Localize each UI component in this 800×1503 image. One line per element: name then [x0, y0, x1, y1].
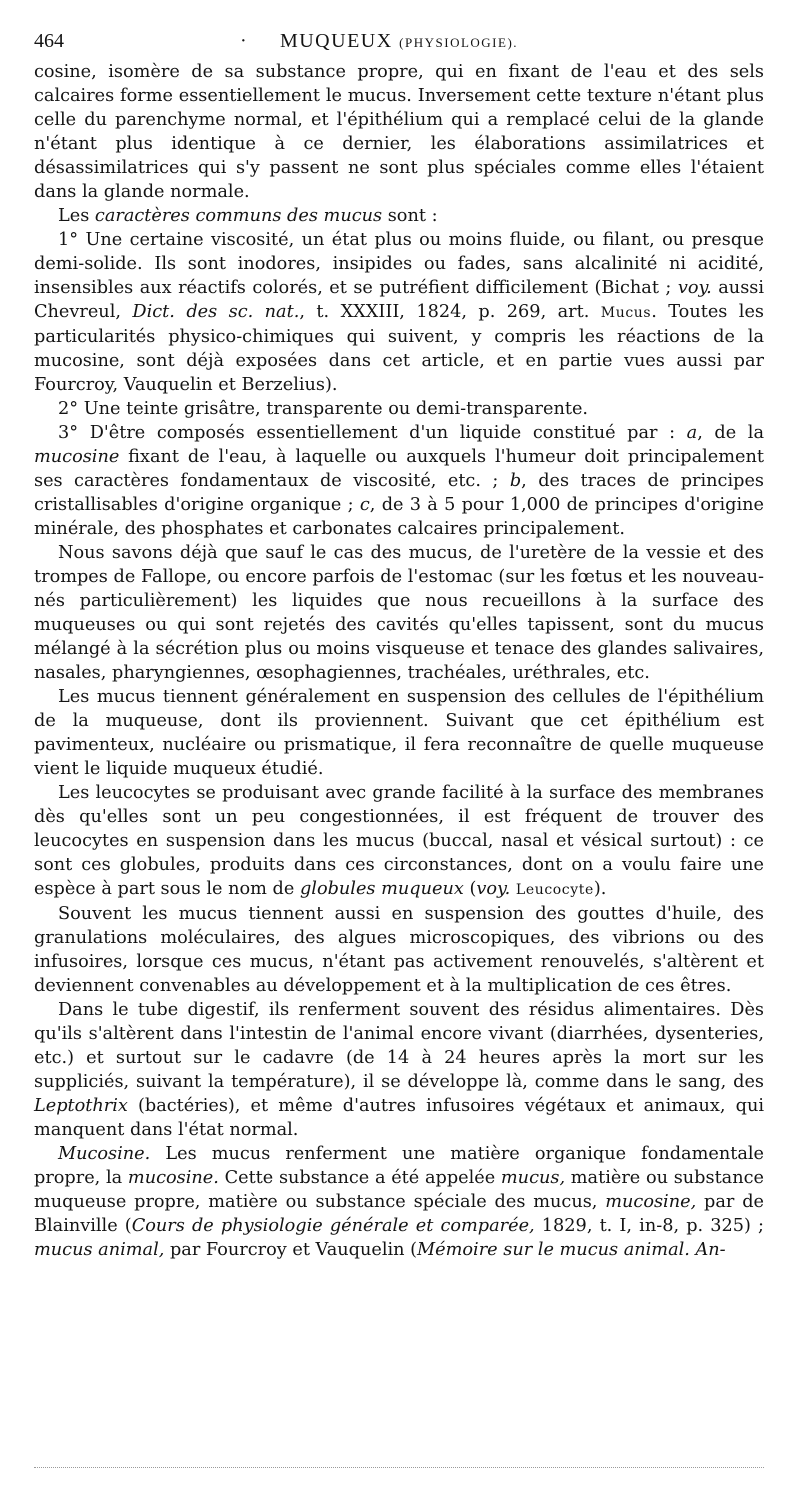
p8-b: (: [463, 879, 477, 899]
p11-heading: Mucosine.: [58, 1144, 151, 1164]
p8-leucocyte: Leucocyte: [515, 882, 594, 898]
p11-em5: mucus animal,: [34, 1240, 165, 1260]
paragraph-5: [34, 421, 764, 541]
paragraph-3: [34, 228, 764, 397]
p11-em2: mucus,: [500, 1168, 566, 1188]
running-head-title: MUQUEUX: [279, 30, 393, 52]
running-head: [34, 30, 764, 53]
p11-em4: Cours de physiologie générale et comparée,: [131, 1216, 535, 1236]
p8-emphasis: globules muqueux: [299, 879, 464, 899]
p5-b-em: b: [509, 471, 522, 491]
p11-em6: Mémoire sur le mucus animal. An-: [417, 1240, 726, 1260]
paragraph-10: [34, 998, 764, 1142]
page-number: 464: [34, 30, 64, 52]
page-header: [34, 26, 764, 60]
p11-b: Cette substance a été appelée: [218, 1168, 501, 1188]
p11-a: Les mucus renferment une matière organique fondamentale propre, la: [34, 1144, 764, 1188]
p3-dict: Dict. des sc. nat.: [132, 302, 300, 322]
p11-em3: mucosine,: [605, 1192, 697, 1212]
p2-emphasis: caractères communs des mucus: [94, 206, 383, 226]
p11-em1: mucosine.: [127, 1168, 219, 1188]
paragraph-4: 2° Une teinte grisâtre, transparente ou demi-transparente.: [58, 399, 589, 419]
p5-mucosine: mucosine: [34, 447, 120, 467]
p11-c: matière ou substance muqueuse propre, matière ou substance spéciale des mucus,: [34, 1168, 764, 1212]
p8-d: ).: [593, 879, 607, 899]
book-page: [34, 26, 764, 1262]
paragraph-6: Nous savons déjà que sauf le cas des mucus, de l'uretère de la vessie et des trompes de Fallope, ou encore parfois de l'estomac (sur les fœtus et les nouveau-nés particulièrement) les liquides que nous recueillons à la surface des muqueuses ou qui sont rejetés des cavités qu'elles tapissent, sont du mucus mélangé à la sécrétion plus ou moins visqueuse et tenace des glandes salivaires, nasales, pharyngiennes, œsophagiennes, trachéales, uréthrales, etc.: [34, 543, 764, 683]
paragraph-8: [34, 781, 764, 902]
p3-c: , t. XXXIII, 1824, p. 269, art.: [299, 302, 601, 322]
running-head-subtitle: (PHYSIOLOGIE).: [399, 35, 519, 50]
p5-a-em: a: [686, 423, 698, 443]
p5-a: 3° D'être composés essentiellement d'un liquide constitué par :: [58, 423, 687, 443]
p5-d: , des traces de principes cristallisables d'origine organique ;: [34, 471, 764, 515]
p10-a: Dans le tube digestif, ils renferment souvent des résidus alimentaires. Dès qu'ils s'altèrent dans l'intestin de l'animal encore vivant (diarrhées, dysenteries, etc.) et surtout sur le cadavre (de 14 à 24 heures après la mort sur les suppliciés, suivant la température), il se développe là, comme dans le sang, des: [34, 1000, 764, 1092]
p3-b: aussi Chevreul,: [34, 278, 765, 322]
paragraph-11: [34, 1142, 764, 1262]
p2-lead: Les: [58, 206, 95, 226]
p5-c-em: c: [359, 495, 370, 515]
paragraph-1: cosine, isomère de sa substance propre, qui en fixant de l'eau et des sels calcaires forme essentiellement le mucus. Inversement cette texture n'étant plus celle du parenchyme normal, et l'épithélium qui a remplacé celui de la glande n'étant plus identique à ce dernier, les élaborations assimilatrices et désassimilatrices qui s'y passent ne sont plus spéciales comme elles l'étaient dans la glande normale.: [34, 62, 764, 202]
p11-d: par de Blainville (: [34, 1192, 765, 1236]
p3-a: 1° Une certaine viscosité, un état plus ou moins fluide, ou filant, ou presque demi-solide. Ils sont inodores, insipides ou fades, sans alcalinité ni acidité, insensibles aux réactifs colorés, et se putréfient difficilement (Bichat ;: [34, 230, 764, 298]
p5-c: fixant de l'eau, à laquelle ou auxquels l'humeur doit principalement ses caractères fondamentaux de viscosité, etc. ;: [34, 447, 764, 491]
p10-b: (bactéries), et même d'autres infusoires végétaux et animaux, qui manquent dans l'état normal.: [34, 1096, 764, 1140]
header-dot: ·: [240, 30, 247, 52]
p3-voy: voy.: [677, 278, 712, 298]
p10-emphasis: Leptothrix: [34, 1096, 128, 1116]
p8-a: Les leucocytes se produisant avec grande facilité à la surface des membranes dès qu'elles sont un peu congestionnées, il est fréquent de trouver des leucocytes en suspension dans les mucus (buccal, nasal et vésical surtout) : ce sont ces globules, produits dans ces circonstances, dont on a voulu faire une espèce à part sous le nom de: [34, 783, 764, 899]
p8-voy: voy.: [476, 879, 511, 899]
paragraph-7: Les mucus tiennent généralement en suspension des cellules de l'épithélium de la muqueuse, dont ils proviennent. Suivant que cet épithélium est pavimenteux, nucléaire ou prismatique, il fera reconnaître de quelle muqueuse vient le liquide muqueux étudié.: [34, 687, 764, 779]
p2-tail: sont :: [382, 206, 438, 226]
p11-e: 1829, t. I, in-8, p. 325) ;: [534, 1216, 765, 1236]
p5-b: , de la: [697, 423, 764, 443]
p5-e: , de 3 à 5 pour 1,000 de principes d'origine minérale, des phosphates et carbonates calcaires principalement.: [34, 495, 764, 539]
paragraph-9: Souvent les mucus tiennent aussi en suspension des gouttes d'huile, des granulations moléculaires, des algues microscopiques, des vibrions ou des infusoires, lorsque ces mucus, n'étant pas activement renouvelés, s'altèrent et deviennent convenables au développement et à la multiplication de ces êtres.: [34, 904, 764, 996]
paragraph-2: [34, 204, 764, 228]
p3-mucus: Mucus: [600, 305, 652, 321]
p11-f: par Fourcroy et Vauquelin (: [164, 1240, 418, 1260]
p3-d: . Toutes les particularités physico-chimiques qui suivent, y compris les réactions de la mucosine, sont déjà exposées dans cet article, et en partie vues aussi par Fourcroy, Vauquelin et Berzelius).: [34, 302, 765, 395]
footer-rule: [34, 1467, 764, 1468]
